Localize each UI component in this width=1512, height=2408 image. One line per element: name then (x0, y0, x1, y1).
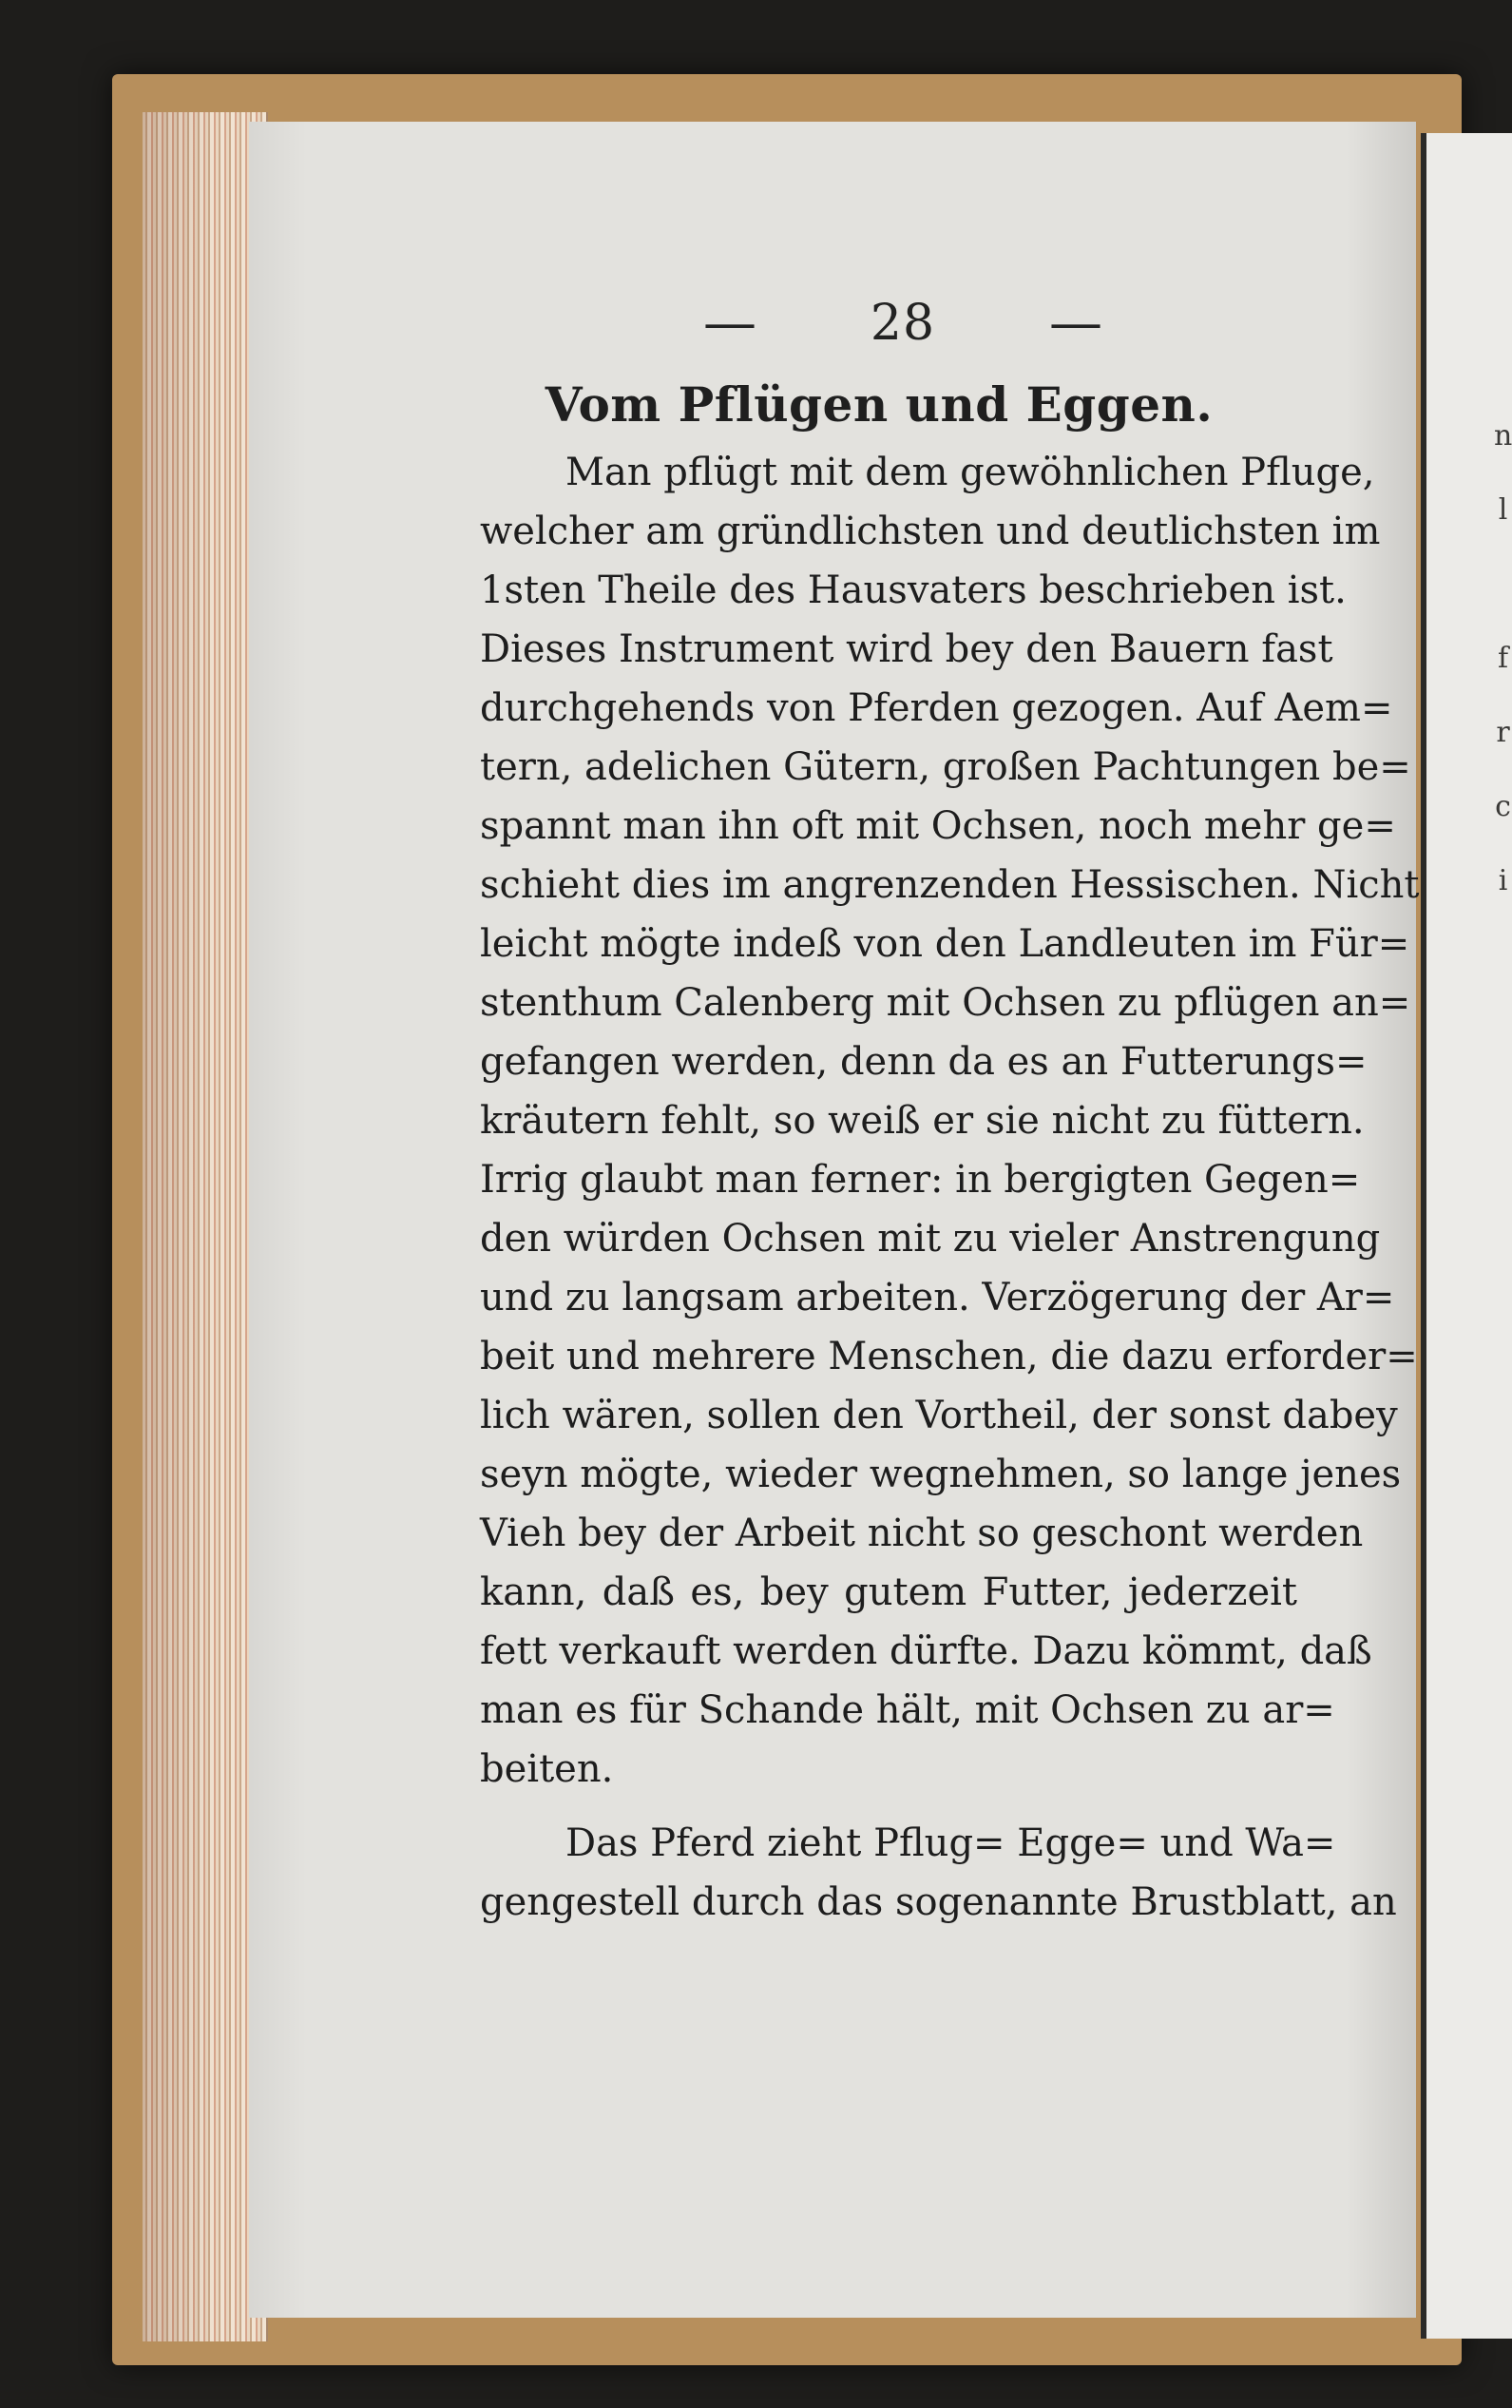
facing-page-glyph: r (1496, 716, 1510, 749)
page-header (703, 285, 1102, 361)
section-title: Vom Pflügen und Eggen. (545, 376, 1214, 433)
text-line: spannt man ihn oft mit Ochsen, noch mehr ge= (480, 804, 1396, 848)
header-dash-right: — (1048, 292, 1102, 354)
page-number: 28 (870, 295, 936, 352)
text-line: fett verkauft werden dürfte. Dazu kömmt, daß (480, 1629, 1372, 1673)
text-line: schieht dies im angrenzenden Hessischen. Nicht (480, 863, 1420, 907)
text-line: man es für Schande hält, mit Ochsen zu ar= (480, 1688, 1335, 1732)
text-line: lich wären, sollen den Vortheil, der sonst dabey (480, 1394, 1398, 1437)
text-line: Irrig glaubt man ferner: in bergigten Gegen= (480, 1158, 1361, 1202)
text-line: Dieses Instrument wird bey den Bauern fast (480, 627, 1333, 671)
facing-page-glyph: c (1495, 790, 1511, 823)
facing-page-glyph: n (1494, 419, 1512, 453)
text-line: durchgehends von Pferden gezogen. Auf Aem= (480, 686, 1393, 730)
text-line: gengestell durch das sogenannte Brustblatt, an (480, 1880, 1397, 1924)
text-line: beit und mehrere Menschen, die dazu erforder= (480, 1335, 1418, 1378)
facing-page-glyph: f (1497, 642, 1509, 675)
text-line: leicht mögte indeß von den Landleuten im Für= (480, 922, 1410, 966)
text-line: stenthum Calenberg mit Ochsen zu pflügen an= (480, 981, 1411, 1025)
text-line: kräutern fehlt, so weiß er sie nicht zu füttern. (480, 1099, 1365, 1143)
text-line: welcher am gründlichsten und deutlichsten im (480, 510, 1381, 553)
facing-page-glyph: i (1498, 864, 1508, 897)
text-line: den würden Ochsen mit zu vieler Anstrengung (480, 1217, 1381, 1261)
facing-page-edge-text (1494, 399, 1512, 918)
text-line: gefangen werden, denn da es an Futterungs= (480, 1040, 1368, 1084)
text-line: kann, daß es, bey gutem Futter, jederzeit (480, 1570, 1297, 1614)
paragraph-spacer (480, 1799, 1297, 1814)
text-line: seyn mögte, wieder wegnehmen, so lange jenes (480, 1453, 1402, 1496)
facing-page-glyph: l (1498, 493, 1508, 527)
header-dash-left: — (703, 292, 756, 354)
text-line: Das Pferd zieht Pflug= Egge= und Wa= (565, 1821, 1336, 1865)
text-line: tern, adelichen Gütern, großen Pachtungen be= (480, 745, 1411, 789)
facing-page-glyph (1494, 548, 1512, 622)
text-line: Vieh bey der Arbeit nicht so geschont werden (480, 1512, 1364, 1555)
text-line: Man pflügt mit dem gewöhnlichen Pfluge, (565, 451, 1375, 494)
text-line: 1sten Theile des Hausvaters beschrieben ist. (480, 568, 1347, 612)
text-line: und zu langsam arbeiten. Verzögerung der Ar= (480, 1276, 1395, 1320)
text-line: beiten. (480, 1747, 614, 1791)
body-text (480, 443, 1420, 1932)
